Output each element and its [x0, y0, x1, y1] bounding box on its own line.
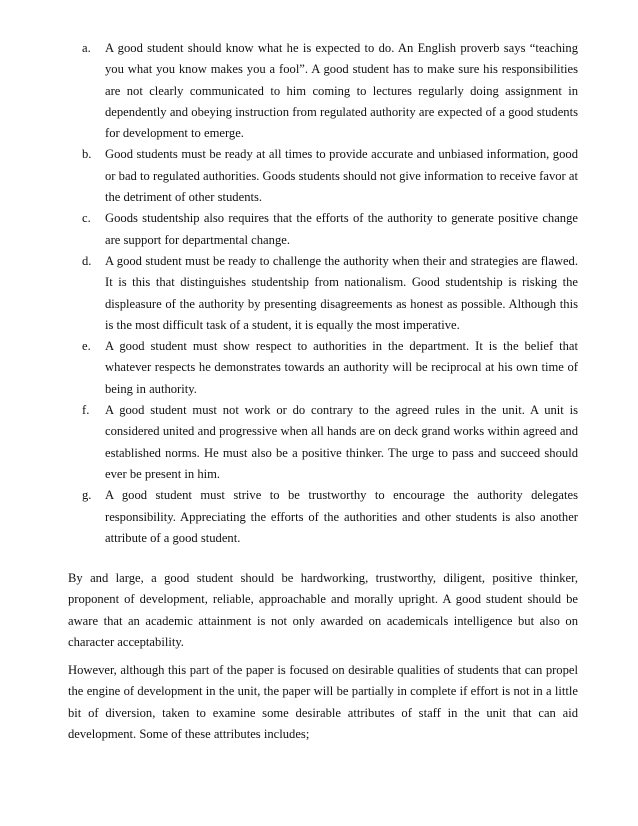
list-item-text: A good student must not work or do contrary to the agreed rules in the unit. A unit is considered united and progressive when all hands are on deck grand works within agreed and established norms. He must also be a positive thinker. The urge to pass and succeed should ever be present in him.	[105, 403, 578, 481]
list-marker: e.	[82, 339, 91, 354]
list-marker: c.	[82, 211, 91, 226]
list-marker: b.	[82, 147, 92, 162]
list-marker: a.	[82, 41, 91, 55]
list-item-text: A good student must be ready to challenge the authority when their and strategies are flawed. It is this that distinguishes studentship from nationalism. Good studentship is risking the displeasure of the authority by presenting disagreements as honest as possible. Although this is the most difficult task of a student, it is equally the most imperative.	[105, 253, 578, 332]
list-item-text: Goods studentship also requires that the efforts of the authority to generate positive change are support for departmental change.	[105, 211, 578, 247]
list-item-text: Good students must be ready at all times to provide accurate and unbiased information, good or bad to regulated authorities. Goods students should not give information to receive favor at the detriment of other students.	[105, 147, 578, 205]
list-item	[68, 336, 578, 400]
list-item	[68, 251, 578, 336]
list-item	[68, 38, 578, 144]
list-item	[68, 400, 578, 485]
list-marker: d.	[82, 253, 92, 268]
list-item-text: A good student should know what he is expected to do. An English proverb says “teaching you what you know makes you a fool”. A good student has to make sure his responsibilities are not clearly communicated to him coming to lectures regularly doing assignment in dependently and obeying instruction from regulated authority are expected of a good students for development to emerge.	[105, 41, 578, 141]
list-item	[68, 208, 578, 251]
list-marker: f.	[82, 403, 90, 418]
qualities-list	[68, 38, 578, 549]
transition-paragraph: However, although this part of the paper is focused on desirable qualities of students that can propel the engine of development in the unit, the paper will be partially in complete if effort is not in a little bit of diversion, taken to examine some desirable attributes of staff in the unit that can aid development. Some of these attributes includes;	[68, 663, 578, 741]
summary-paragraph: By and large, a good student should be hardworking, trustworthy, diligent, positive thinker, proponent of development, reliable, approachable and morally upright. A good student should be aware that an academic attainment is not only awarded on academicals intelligence but also on character acceptability.	[68, 571, 578, 649]
list-item	[68, 485, 578, 549]
list-item-text: A good student must show respect to authorities in the department. It is the belief that whatever respects he demonstrates towards an authority will be reciprocal at his own time of being in authority.	[105, 339, 578, 396]
list-item	[68, 144, 578, 208]
list-item-text: A good student must strive to be trustworthy to encourage the authority delegates responsibility. Appreciating the efforts of the authorities and other students is also another attribute of a good student.	[105, 488, 578, 545]
list-marker: g.	[82, 488, 92, 503]
